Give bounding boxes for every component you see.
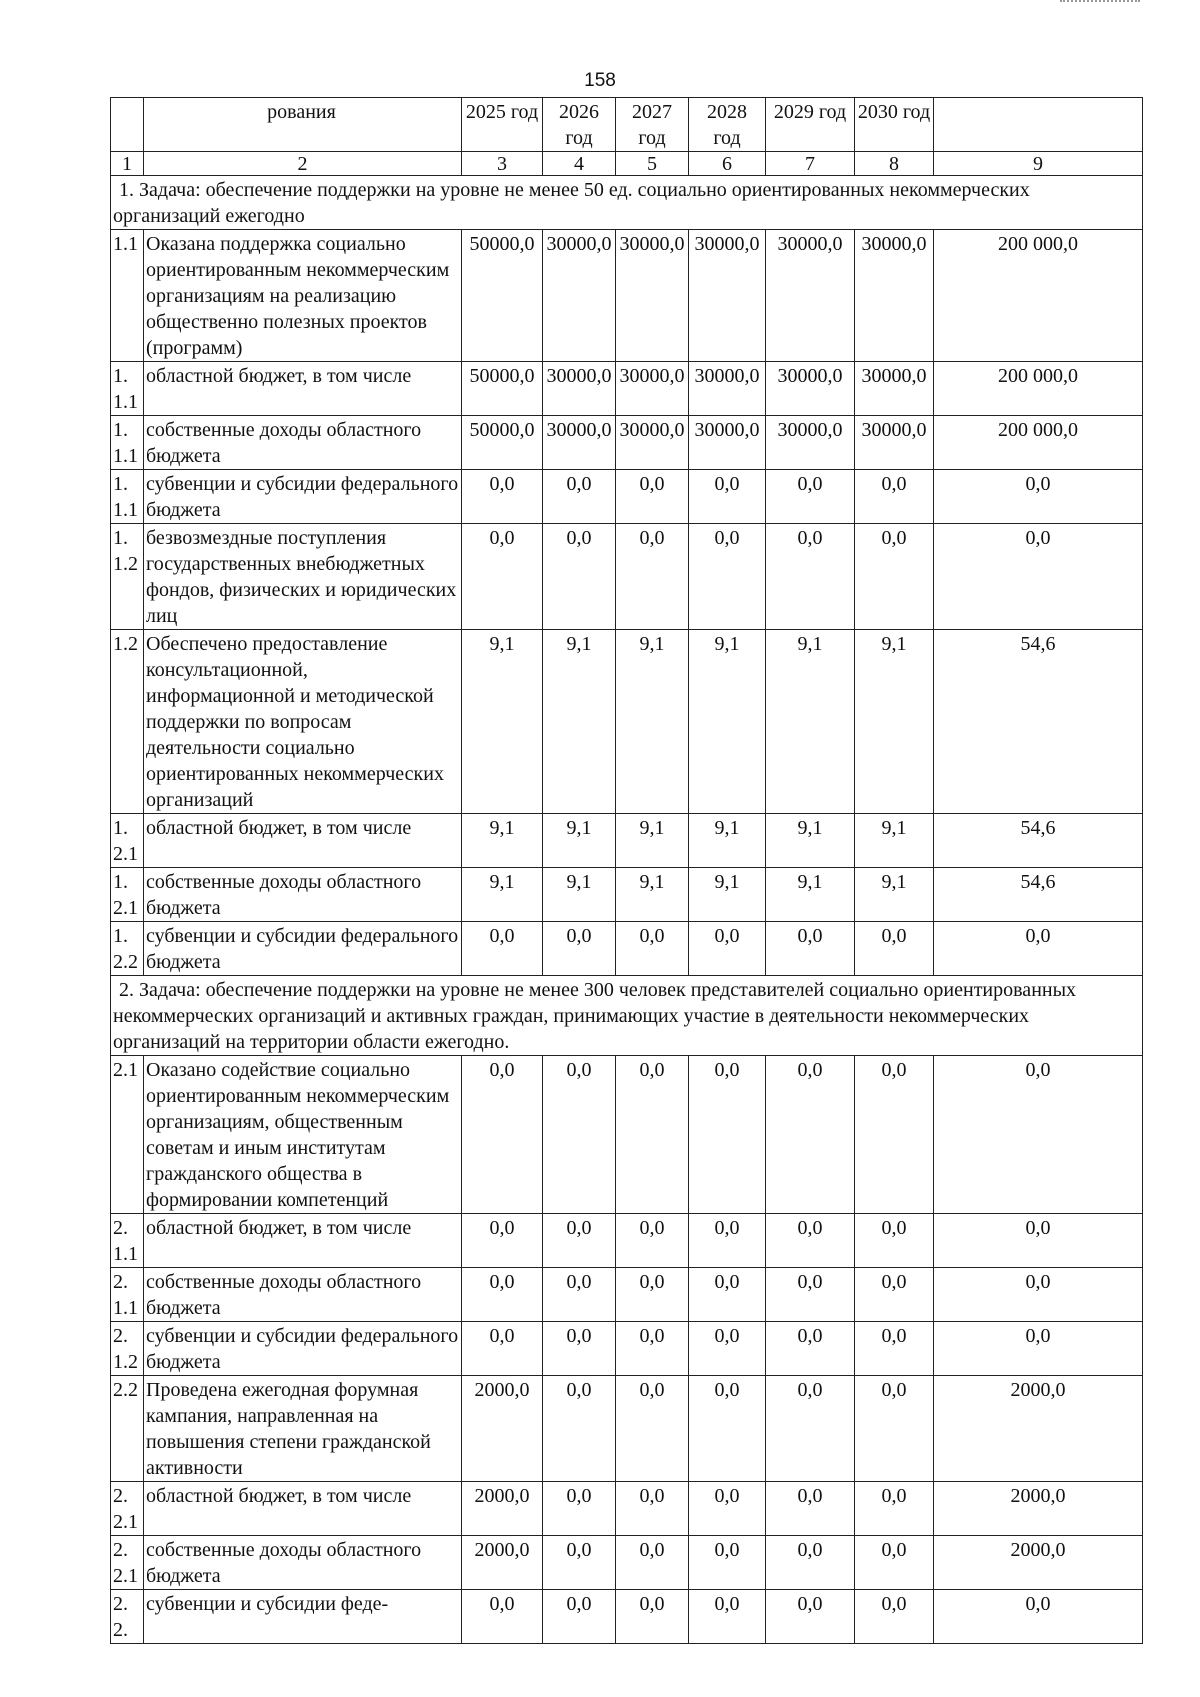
task-row	[111, 976, 1143, 1056]
header-cell-2030: 2030 год	[855, 98, 934, 152]
row-name: Оказана поддержка социально ориентированным некоммерческим организациям на реализацию общественно полезных проектов (программ)	[144, 230, 462, 362]
row-value: 9,1	[462, 630, 543, 814]
row-value: 0,0	[543, 1376, 616, 1482]
row-value: 50000,0	[462, 230, 543, 362]
row-value: 0,0	[689, 1322, 766, 1376]
row-value: 0,0	[689, 1268, 766, 1322]
row-value: 0,0	[766, 1214, 855, 1268]
row-value: 0,0	[543, 1322, 616, 1376]
row-total: 0,0	[934, 1056, 1143, 1214]
row-value: 9,1	[766, 868, 855, 922]
row-total: 200 000,0	[934, 416, 1143, 470]
row-total: 54,6	[934, 630, 1143, 814]
row-value: 0,0	[462, 1056, 543, 1214]
header-row	[111, 98, 1143, 152]
row-value: 0,0	[689, 524, 766, 630]
column-number: 8	[855, 152, 934, 176]
row-total: 54,6	[934, 868, 1143, 922]
row-value: 0,0	[543, 1056, 616, 1214]
row-number: 1.1.1	[111, 470, 144, 524]
row-number: 2.1	[111, 1056, 144, 1214]
row-value: 9,1	[855, 814, 934, 868]
row-value: 0,0	[689, 922, 766, 976]
row-value: 0,0	[855, 1376, 934, 1482]
row-value: 0,0	[616, 1590, 689, 1644]
column-number: 6	[689, 152, 766, 176]
table-row	[111, 1376, 1143, 1482]
row-value: 9,1	[543, 814, 616, 868]
row-name: субвенции и субсидии феде-	[144, 1590, 462, 1644]
row-value: 9,1	[616, 630, 689, 814]
row-value: 0,0	[855, 1322, 934, 1376]
row-value: 30000,0	[689, 230, 766, 362]
row-value: 9,1	[462, 868, 543, 922]
row-total: 2000,0	[934, 1376, 1143, 1482]
table-row	[111, 470, 1143, 524]
row-value: 0,0	[616, 1482, 689, 1536]
row-value: 30000,0	[689, 416, 766, 470]
row-value: 0,0	[543, 524, 616, 630]
row-value: 0,0	[543, 1536, 616, 1590]
header-cell-name: рования	[144, 98, 462, 152]
row-value: 30000,0	[616, 416, 689, 470]
column-number: 4	[543, 152, 616, 176]
row-value: 9,1	[616, 868, 689, 922]
row-value: 30000,0	[543, 230, 616, 362]
row-value: 0,0	[766, 1536, 855, 1590]
row-number: 1.2	[111, 630, 144, 814]
row-value: 30000,0	[855, 416, 934, 470]
column-number: 7	[766, 152, 855, 176]
table-row	[111, 814, 1143, 868]
row-name: Обеспечено предоставление консультационной, информационной и методической поддержки по вопросам деятельности социально ориентированных некоммерческих организаций	[144, 630, 462, 814]
row-value: 0,0	[766, 524, 855, 630]
row-value: 0,0	[462, 922, 543, 976]
row-number: 1.2.1	[111, 868, 144, 922]
row-number: 2.1.1	[111, 1214, 144, 1268]
row-value: 0,0	[766, 1590, 855, 1644]
row-number: 1.1.1	[111, 362, 144, 416]
row-value: 30000,0	[689, 362, 766, 416]
task-heading: 2. Задача: обеспечение поддержки на уровне не менее 300 человек представителей социально ориентированных некоммерческих организаций и активных граждан, принимающих участие в деятельности некоммерческих организаций на территории области ежегодно.	[111, 976, 1143, 1056]
row-total: 0,0	[934, 1268, 1143, 1322]
header-cell-total	[934, 98, 1143, 152]
row-value: 30000,0	[616, 362, 689, 416]
row-name: собственные доходы областного бюджета	[144, 416, 462, 470]
row-value: 0,0	[855, 1590, 934, 1644]
table-row	[111, 1056, 1143, 1214]
row-value: 30000,0	[855, 362, 934, 416]
table-row	[111, 868, 1143, 922]
column-numbers-row	[111, 152, 1143, 176]
row-value: 0,0	[616, 470, 689, 524]
row-name: субвенции и субсидии федерального бюджета	[144, 922, 462, 976]
row-total: 0,0	[934, 470, 1143, 524]
table-row	[111, 362, 1143, 416]
row-value: 2000,0	[462, 1482, 543, 1536]
row-value: 50000,0	[462, 362, 543, 416]
row-value: 0,0	[462, 470, 543, 524]
row-number: 1.1.1	[111, 416, 144, 470]
row-number: 2.1.1	[111, 1268, 144, 1322]
task-row	[111, 176, 1143, 230]
row-value: 0,0	[855, 470, 934, 524]
row-value: 30000,0	[543, 416, 616, 470]
row-value: 9,1	[855, 868, 934, 922]
row-name: собственные доходы областного бюджета	[144, 1268, 462, 1322]
row-value: 0,0	[462, 1590, 543, 1644]
scan-artifact	[1060, 0, 1140, 5]
row-value: 9,1	[616, 814, 689, 868]
row-value: 0,0	[689, 1590, 766, 1644]
row-total: 0,0	[934, 524, 1143, 630]
row-value: 9,1	[689, 814, 766, 868]
row-total: 2000,0	[934, 1482, 1143, 1536]
row-value: 9,1	[543, 868, 616, 922]
row-value: 0,0	[462, 1322, 543, 1376]
row-value: 0,0	[766, 922, 855, 976]
row-value: 0,0	[543, 1268, 616, 1322]
table-row	[111, 1482, 1143, 1536]
row-value: 0,0	[616, 1322, 689, 1376]
row-value: 0,0	[855, 922, 934, 976]
page-number: 158	[584, 70, 616, 91]
row-name: областной бюджет, в том числе	[144, 1214, 462, 1268]
row-value: 0,0	[855, 1536, 934, 1590]
row-number: 1.2.1	[111, 814, 144, 868]
row-number: 2.1.2	[111, 1322, 144, 1376]
header-cell-2028: 2028 год	[689, 98, 766, 152]
row-value: 0,0	[855, 524, 934, 630]
row-name: субвенции и субсидии федерального бюджета	[144, 470, 462, 524]
row-value: 30000,0	[766, 230, 855, 362]
row-value: 9,1	[855, 630, 934, 814]
row-value: 30000,0	[855, 230, 934, 362]
row-value: 30000,0	[766, 416, 855, 470]
row-name: областной бюджет, в том числе	[144, 1482, 462, 1536]
row-value: 0,0	[616, 1376, 689, 1482]
row-value: 0,0	[855, 1482, 934, 1536]
budget-table	[110, 97, 1143, 1644]
row-number: 2.2.1	[111, 1482, 144, 1536]
row-value: 0,0	[616, 1056, 689, 1214]
table-row	[111, 1590, 1143, 1644]
row-value: 0,0	[616, 1536, 689, 1590]
row-value: 0,0	[543, 1590, 616, 1644]
row-number: 1.1.2	[111, 524, 144, 630]
row-value: 0,0	[616, 922, 689, 976]
row-value: 0,0	[855, 1056, 934, 1214]
table-row	[111, 230, 1143, 362]
row-total: 54,6	[934, 814, 1143, 868]
row-value: 9,1	[766, 630, 855, 814]
row-value: 9,1	[543, 630, 616, 814]
row-value: 0,0	[766, 1268, 855, 1322]
row-total: 2000,0	[934, 1536, 1143, 1590]
column-number: 3	[462, 152, 543, 176]
row-number: 1.2.2	[111, 922, 144, 976]
table-row	[111, 524, 1143, 630]
row-value: 0,0	[616, 1214, 689, 1268]
row-value: 0,0	[689, 1056, 766, 1214]
row-value: 0,0	[543, 1482, 616, 1536]
row-value: 0,0	[766, 1482, 855, 1536]
row-total: 200 000,0	[934, 230, 1143, 362]
row-name: безвозмездные поступления государственных внебюджетных фондов, физических и юридических лиц	[144, 524, 462, 630]
header-cell-2027: 2027 год	[616, 98, 689, 152]
row-value: 0,0	[462, 1214, 543, 1268]
row-value: 9,1	[689, 868, 766, 922]
table-row	[111, 416, 1143, 470]
table-row	[111, 1214, 1143, 1268]
table-row	[111, 630, 1143, 814]
row-value: 30000,0	[616, 230, 689, 362]
row-name: областной бюджет, в том числе	[144, 362, 462, 416]
row-number: 2.2.	[111, 1590, 144, 1644]
row-total: 0,0	[934, 1590, 1143, 1644]
task-heading: 1. Задача: обеспечение поддержки на уровне не менее 50 ед. социально ориентированных некоммерческих организаций ежегодно	[111, 176, 1143, 230]
header-cell-2029: 2029 год	[766, 98, 855, 152]
table-row	[111, 922, 1143, 976]
row-number: 2.2	[111, 1376, 144, 1482]
row-value: 0,0	[855, 1214, 934, 1268]
row-value: 9,1	[462, 814, 543, 868]
row-value: 2000,0	[462, 1536, 543, 1590]
table-row	[111, 1536, 1143, 1590]
row-value: 30000,0	[543, 362, 616, 416]
row-total: 200 000,0	[934, 362, 1143, 416]
table-row	[111, 1268, 1143, 1322]
row-number: 2.2.1	[111, 1536, 144, 1590]
row-value: 0,0	[766, 1056, 855, 1214]
row-value: 0,0	[543, 922, 616, 976]
row-value: 0,0	[462, 1268, 543, 1322]
column-number: 5	[616, 152, 689, 176]
row-name: собственные доходы областного бюджета	[144, 1536, 462, 1590]
row-total: 0,0	[934, 1214, 1143, 1268]
column-number: 1	[111, 152, 144, 176]
row-name: Оказано содействие социально ориентированным некоммерческим организациям, общественным советам и иным институтам гражданского общества в формировании компетенций	[144, 1056, 462, 1214]
row-name: собственные доходы областного бюджета	[144, 868, 462, 922]
row-value: 0,0	[689, 1482, 766, 1536]
row-value: 0,0	[855, 1268, 934, 1322]
row-value: 0,0	[689, 1214, 766, 1268]
table-row	[111, 1322, 1143, 1376]
row-value: 0,0	[766, 470, 855, 524]
row-number: 1.1	[111, 230, 144, 362]
row-value: 0,0	[689, 1376, 766, 1482]
row-name: областной бюджет, в том числе	[144, 814, 462, 868]
row-value: 30000,0	[766, 362, 855, 416]
column-number: 9	[934, 152, 1143, 176]
row-name: Проведена ежегодная форумная кампания, направленная на повышения степени гражданской активности	[144, 1376, 462, 1482]
row-value: 9,1	[689, 630, 766, 814]
row-value: 0,0	[766, 1322, 855, 1376]
column-number: 2	[144, 152, 462, 176]
row-value: 0,0	[543, 1214, 616, 1268]
header-cell-num	[111, 98, 144, 152]
row-value: 0,0	[689, 470, 766, 524]
row-total: 0,0	[934, 922, 1143, 976]
row-value: 9,1	[766, 814, 855, 868]
row-value: 50000,0	[462, 416, 543, 470]
row-value: 0,0	[766, 1376, 855, 1482]
header-cell-2026: 2026 год	[543, 98, 616, 152]
row-total: 0,0	[934, 1322, 1143, 1376]
row-value: 0,0	[543, 470, 616, 524]
row-value: 0,0	[689, 1536, 766, 1590]
row-value: 0,0	[616, 1268, 689, 1322]
row-value: 0,0	[462, 524, 543, 630]
row-name: субвенции и субсидии федерального бюджета	[144, 1322, 462, 1376]
row-value: 2000,0	[462, 1376, 543, 1482]
row-value: 0,0	[616, 524, 689, 630]
header-cell-2025: 2025 год	[462, 98, 543, 152]
